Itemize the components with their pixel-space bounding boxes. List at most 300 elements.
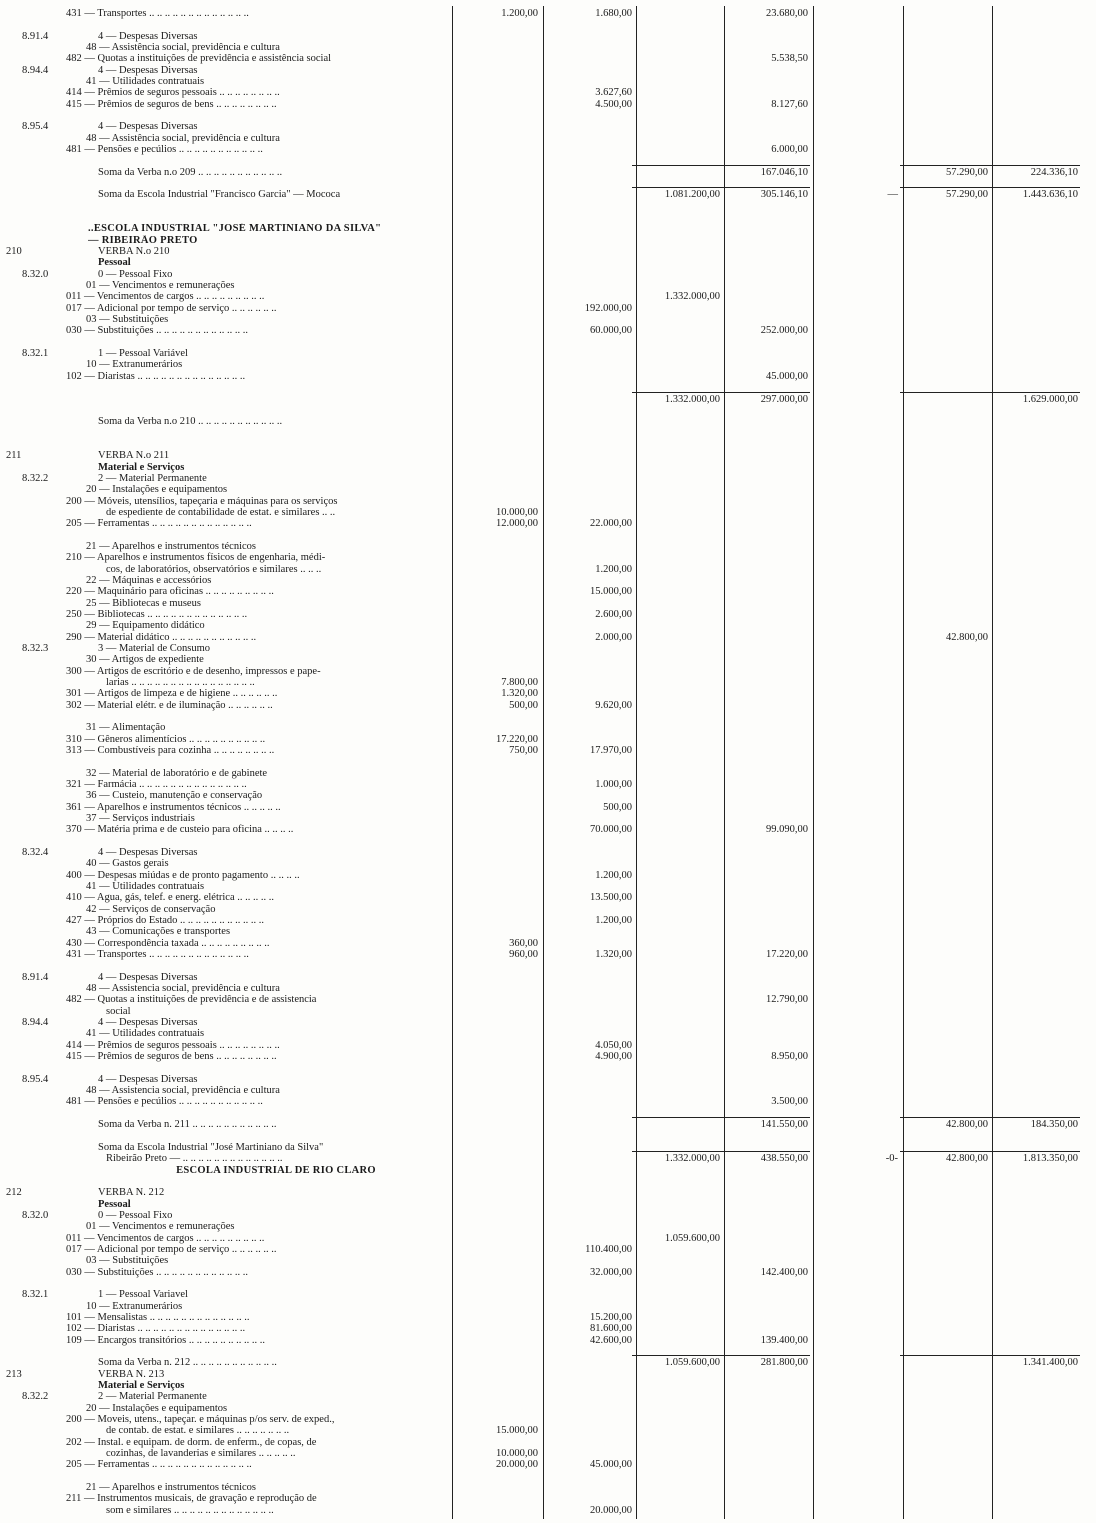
amount-c2: 81.600,00 bbox=[590, 1323, 632, 1335]
row-description: Material e Serviços bbox=[98, 1379, 185, 1391]
ledger-row bbox=[0, 881, 1096, 893]
row-description: 220 — Maquinário para oficinas .. .. .. .. .. .. .. .. .. bbox=[66, 586, 274, 598]
row-description: 415 — Prêmios de seguros de bens .. .. .. .. .. .. .. .. bbox=[66, 1051, 277, 1063]
row-description: 4 — Despesas Diversas bbox=[98, 30, 198, 42]
amount-c3: 1.059.600,00 bbox=[664, 1232, 720, 1244]
amount-c6: 57.290,00 bbox=[946, 189, 988, 201]
account-code: 8.91.4 bbox=[22, 971, 49, 983]
row-description: 2 — Material Permanente bbox=[98, 1391, 207, 1403]
row-description: Pessoal bbox=[98, 1198, 131, 1210]
ledger-row bbox=[0, 1437, 1096, 1449]
ledger-row bbox=[0, 994, 1096, 1006]
amount-c7: 1.629.000,00 bbox=[1022, 393, 1078, 405]
row-description: 361 — Aparelhos e instrumentos técnicos .. .. .. .. .. bbox=[66, 801, 281, 813]
ledger-row bbox=[0, 8, 1096, 20]
row-description: 102 — Diaristas .. .. .. .. .. .. .. .. .. .. .. .. .. .. bbox=[66, 370, 246, 382]
ledger-row bbox=[0, 1403, 1096, 1415]
ledger-row bbox=[0, 530, 1096, 542]
row-description: Soma da Escola Industrial "Francisco Garcia" — Mococa bbox=[98, 189, 341, 201]
row-description: Soma da Verba n. 212 .. .. .. .. .. .. .. .. .. .. .. bbox=[98, 1357, 277, 1369]
account-code: 210 bbox=[6, 246, 22, 258]
ledger-row bbox=[0, 813, 1096, 825]
account-code: 8.91.4 bbox=[22, 30, 49, 42]
row-description: 414 — Prêmios de seguros pessoais .. .. .. .. .. .. .. .. bbox=[66, 87, 280, 99]
row-description: 205 — Ferramentas .. .. .. .. .. .. .. .. .. .. .. .. .. bbox=[66, 518, 252, 530]
amount-c2: 13.500,00 bbox=[590, 892, 632, 904]
amount-c2: 1.200,00 bbox=[595, 563, 632, 575]
amount-c2: 1.000,00 bbox=[595, 779, 632, 790]
row-description: 03 — Substituições bbox=[86, 314, 169, 326]
ledger-row bbox=[0, 938, 1096, 950]
ledger-row bbox=[0, 1096, 1096, 1108]
row-description: 43 — Comunicações e transportes bbox=[86, 926, 231, 938]
amount-c5: — bbox=[887, 189, 898, 201]
ledger-row bbox=[0, 1459, 1096, 1471]
row-description: 10 — Extranumerários bbox=[86, 1300, 183, 1312]
amount-c1: 17.220,00 bbox=[496, 733, 538, 745]
amount-c2: 15.000,00 bbox=[590, 586, 632, 598]
ledger-row bbox=[0, 711, 1096, 723]
ledger-row bbox=[0, 496, 1096, 508]
amount-c4: 23.680,00 bbox=[766, 8, 808, 19]
ledger-row bbox=[0, 291, 1096, 303]
ledger-row bbox=[0, 972, 1096, 984]
row-description: 41 — Utilidades contratuais bbox=[86, 881, 205, 893]
amount-c7: 224.336,10 bbox=[1030, 166, 1078, 178]
row-description: 482 — Quotas a instituições de previdência e assistência social bbox=[66, 53, 332, 65]
amount-c6: 57.290,00 bbox=[946, 166, 988, 178]
ledger-row bbox=[0, 756, 1096, 768]
total-rule bbox=[900, 1355, 990, 1356]
ledger-row bbox=[0, 824, 1096, 836]
ledger-row bbox=[0, 1380, 1096, 1392]
amount-c2: 17.970,00 bbox=[590, 744, 632, 756]
ledger-row bbox=[0, 802, 1096, 814]
row-description: de contab. de estat. e similares .. .. .. .. .. .. .. bbox=[106, 1425, 290, 1437]
ledger-row bbox=[0, 337, 1096, 349]
ledger-row bbox=[0, 552, 1096, 564]
amount-c2: 110.400,00 bbox=[585, 1243, 632, 1255]
amount-c2: 42.600,00 bbox=[590, 1334, 632, 1346]
amount-c1: 15.000,00 bbox=[496, 1425, 538, 1437]
ledger-row bbox=[0, 734, 1096, 746]
row-description: 4 — Despesas Diversas bbox=[98, 1017, 198, 1029]
amount-c7: 184.350,00 bbox=[1030, 1119, 1078, 1131]
ledger-row bbox=[0, 1085, 1096, 1097]
amount-c2: 192.000,00 bbox=[584, 302, 632, 314]
ledger-row bbox=[0, 450, 1096, 462]
amount-c1: 12.000,00 bbox=[496, 518, 538, 530]
row-description: 302 — Material elétr. e de iluminação .. .. .. .. .. .. bbox=[66, 699, 273, 711]
row-description: 109 — Encargos transitórios .. .. .. .. .. .. .. .. .. .. bbox=[66, 1334, 265, 1346]
row-description: 250 — Bibliotecas .. .. .. .. .. .. .. .. .. .. .. .. .. bbox=[66, 608, 248, 620]
account-code: 8.94.4 bbox=[22, 64, 49, 76]
amount-c7: 1.341.400,00 bbox=[1022, 1357, 1078, 1369]
amount-c1: 20.000,00 bbox=[496, 1459, 538, 1471]
total-rule bbox=[632, 1151, 722, 1152]
amount-c4: 252.000,00 bbox=[760, 325, 808, 337]
ledger-row bbox=[0, 1074, 1096, 1086]
row-description: 313 — Combustíveis para cozinha .. .. .. .. .. .. .. .. bbox=[66, 744, 275, 756]
ledger-row bbox=[0, 1130, 1096, 1142]
row-description: som e similares .. .. .. .. .. .. .. .. .. .. .. .. .. bbox=[106, 1504, 274, 1516]
amount-c2: 70.000,00 bbox=[590, 824, 632, 836]
ledger-row bbox=[0, 280, 1096, 292]
amount-c1: 7.800,00 bbox=[501, 676, 538, 688]
account-code: 213 bbox=[6, 1368, 22, 1380]
amount-c2: 2.600,00 bbox=[595, 608, 632, 620]
account-code: 8.32.0 bbox=[22, 1209, 49, 1221]
row-description: 011 — Vencimentos de cargos .. .. .. .. .. .. .. .. .. bbox=[66, 291, 265, 303]
row-description: 37 — Serviços industriais bbox=[86, 813, 195, 825]
amount-c4: 5.538,50 bbox=[771, 53, 808, 65]
amount-c4: 99.090,00 bbox=[766, 824, 808, 836]
amount-c3: 1.332.000,00 bbox=[664, 393, 720, 405]
amount-c4: 3.500,00 bbox=[771, 1096, 808, 1108]
total-rule bbox=[990, 1355, 1080, 1356]
row-description: 481 — Pensões e pecúlios .. .. .. .. .. .. .. .. .. .. .. bbox=[66, 144, 263, 156]
row-description: 48 — Assistência social, previdência e cultura bbox=[86, 132, 280, 144]
row-description: 101 — Mensalistas .. .. .. .. .. .. .. .. .. .. .. .. .. bbox=[66, 1311, 250, 1323]
ledger-row bbox=[0, 1187, 1096, 1199]
total-rule bbox=[990, 165, 1080, 166]
ledger-row bbox=[0, 1176, 1096, 1188]
total-rule bbox=[720, 187, 810, 188]
total-rule bbox=[632, 165, 722, 166]
ledger-row bbox=[0, 1017, 1096, 1029]
row-description: 3 — Material de Consumo bbox=[98, 642, 210, 654]
row-description: 030 — Substituições .. .. .. .. .. .. .. .. .. .. .. .. bbox=[66, 1266, 249, 1278]
ledger-row bbox=[0, 1028, 1096, 1040]
total-rule bbox=[632, 1355, 722, 1356]
ledger-row bbox=[0, 960, 1096, 972]
row-description: 20 — Instalações e equipamentos bbox=[86, 484, 228, 496]
ledger-row bbox=[0, 1199, 1096, 1211]
ledger-row bbox=[0, 223, 1096, 235]
amount-c2: 22.000,00 bbox=[590, 518, 632, 530]
row-description: 300 — Artigos de escritório e de desenho, impressos e pape- bbox=[66, 665, 321, 677]
account-code: 8.95.4 bbox=[22, 1073, 49, 1085]
ledger-row bbox=[0, 1301, 1096, 1313]
total-rule bbox=[720, 1151, 810, 1152]
ledger-row bbox=[0, 87, 1096, 99]
ledger-row bbox=[0, 246, 1096, 258]
ledger-row bbox=[0, 1255, 1096, 1267]
ledger-row bbox=[0, 76, 1096, 88]
row-description: 48 — Assistência social, previdência e cultura bbox=[86, 42, 280, 53]
amount-c1: 1.320,00 bbox=[501, 688, 538, 700]
amount-c2: 60.000,00 bbox=[590, 325, 632, 337]
ledger-row bbox=[0, 257, 1096, 269]
ledger-row bbox=[0, 65, 1096, 77]
ledger-row bbox=[0, 575, 1096, 587]
ledger-row bbox=[0, 484, 1096, 496]
total-rule bbox=[900, 1117, 990, 1118]
row-description: 48 — Assistencia social, previdência e cultura bbox=[86, 1085, 280, 1097]
amount-c3: 1.332.000,00 bbox=[664, 291, 720, 303]
amount-c4: 167.046,10 bbox=[760, 166, 808, 178]
amount-c2: 1.200,00 bbox=[595, 915, 632, 927]
amount-c2: 1.320,00 bbox=[595, 949, 632, 961]
amount-c2: 20.000,00 bbox=[590, 1504, 632, 1516]
ledger-row bbox=[0, 405, 1096, 417]
ledger-row bbox=[0, 314, 1096, 326]
ledger-row bbox=[0, 1006, 1096, 1018]
ledger-row bbox=[0, 439, 1096, 451]
ledger-row bbox=[0, 620, 1096, 632]
amount-c3: 1.081.200,00 bbox=[664, 189, 720, 201]
row-description: 301 — Artigos de limpeza e de higiene .. .. .. .. .. .. bbox=[66, 688, 278, 700]
row-description: ESCOLA INDUSTRIAL DE RIO CLARO bbox=[176, 1164, 376, 1176]
account-code: 8.32.0 bbox=[22, 268, 49, 280]
ledger-row bbox=[0, 1165, 1096, 1177]
ledger-row bbox=[0, 949, 1096, 961]
row-description: Soma da Verba n.o 209 .. .. .. .. .. .. .. .. .. .. .. bbox=[98, 166, 283, 178]
ledger-row bbox=[0, 779, 1096, 791]
ledger-row bbox=[0, 144, 1096, 156]
amount-c6: 42.800,00 bbox=[946, 631, 988, 643]
ledger-row bbox=[0, 847, 1096, 859]
amount-c4: 139.400,00 bbox=[760, 1334, 808, 1346]
ledger-row bbox=[0, 462, 1096, 474]
ledger-row bbox=[0, 212, 1096, 224]
account-code: 211 bbox=[6, 450, 22, 462]
ledger-row bbox=[0, 926, 1096, 938]
amount-c6: 42.800,00 bbox=[946, 1119, 988, 1131]
amount-c1: 10.000,00 bbox=[496, 506, 538, 518]
row-description: VERBA N. 212 bbox=[98, 1187, 165, 1199]
row-description: 32 — Material de laboratório e de gabinete bbox=[86, 767, 268, 779]
ledger-row bbox=[0, 677, 1096, 689]
row-description: 10 — Extranumerários bbox=[86, 359, 183, 371]
ledger-row bbox=[0, 1369, 1096, 1381]
ledger-row bbox=[0, 1425, 1096, 1437]
row-description: 03 — Substituições bbox=[86, 1255, 169, 1267]
ledger-row bbox=[0, 666, 1096, 678]
row-description: larias .. .. .. .. .. .. .. .. .. .. .. .. .. .. .. .. bbox=[106, 676, 255, 688]
row-description: 415 — Prêmios de seguros de bens .. .. .. .. .. .. .. .. bbox=[66, 98, 277, 110]
account-code: 212 bbox=[6, 1187, 22, 1199]
row-description: 1 — Pessoal Variavel bbox=[98, 1289, 188, 1301]
ledger-row bbox=[0, 269, 1096, 281]
ledger-row bbox=[0, 31, 1096, 43]
ledger-row bbox=[0, 870, 1096, 882]
ledger-row bbox=[0, 189, 1096, 201]
ledger-row bbox=[0, 790, 1096, 802]
ledger-row bbox=[0, 110, 1096, 122]
amount-c4: 12.790,00 bbox=[766, 994, 808, 1006]
row-description: 30 — Artigos de expediente bbox=[86, 654, 204, 666]
amount-c2: 45.000,00 bbox=[590, 1459, 632, 1471]
row-description: 211 — Instrumentos musicais, de gravação e reprodução de bbox=[66, 1493, 317, 1505]
row-description: Soma da Verba n. 211 .. .. .. .. .. .. .. .. .. .. .. bbox=[98, 1119, 277, 1131]
ledger-row bbox=[0, 121, 1096, 133]
row-description: 2 — Material Permanente bbox=[98, 472, 207, 484]
row-description: 48 — Assistencia social, previdência e cultura bbox=[86, 983, 280, 995]
row-description: cozinhas, de lavanderias e similares .. .. .. .. .. bbox=[106, 1447, 296, 1459]
amount-c2: 2.000,00 bbox=[595, 631, 632, 643]
total-rule bbox=[720, 1117, 810, 1118]
ledger-row bbox=[0, 394, 1096, 406]
amount-c1: 1.200,00 bbox=[501, 8, 538, 19]
amount-c1: 960,00 bbox=[509, 949, 538, 961]
ledger-row bbox=[0, 700, 1096, 712]
amount-c3: 1.059.600,00 bbox=[664, 1357, 720, 1369]
ledger-row bbox=[0, 609, 1096, 621]
account-code: 8.32.1 bbox=[22, 1289, 49, 1301]
ledger-row bbox=[0, 359, 1096, 371]
amount-c4: 142.400,00 bbox=[760, 1266, 808, 1278]
amount-c2: 4.900,00 bbox=[595, 1051, 632, 1063]
account-code: 8.32.4 bbox=[22, 847, 49, 859]
row-description: ..ESCOLA INDUSTRIAL "JOSÉ MARTINIANO DA SILVA" bbox=[88, 223, 382, 235]
amount-c4: 45.000,00 bbox=[766, 370, 808, 382]
ledger-row bbox=[0, 722, 1096, 734]
row-description: 205 — Ferramentas .. .. .. .. .. .. .. .. .. .. .. .. .. bbox=[66, 1459, 252, 1471]
row-description: 21 — Aparelhos e instrumentos técnicos bbox=[86, 1481, 257, 1493]
ledger-row bbox=[0, 325, 1096, 337]
account-code: 8.94.4 bbox=[22, 1017, 49, 1029]
total-rule bbox=[900, 187, 990, 188]
amount-c2: 4.500,00 bbox=[595, 98, 632, 110]
ledger-row bbox=[0, 518, 1096, 530]
row-description: 4 — Despesas Diversas bbox=[98, 847, 198, 859]
row-description: Pessoal bbox=[98, 257, 131, 269]
row-description: 202 — Instal. e equipam. de dorm. de enferm., de copas, de bbox=[66, 1436, 317, 1448]
ledger-row bbox=[0, 1505, 1096, 1517]
row-description: 0 — Pessoal Fixo bbox=[98, 1209, 173, 1221]
row-description: 20 — Instalações e equipamentos bbox=[86, 1402, 228, 1414]
row-description: 102 — Diaristas .. .. .. .. .. .. .. .. .. .. .. .. .. .. bbox=[66, 1323, 246, 1335]
row-description: social bbox=[106, 1005, 131, 1017]
row-description: 400 — Despesas miúdas e de pronto pagamento .. .. .. .. bbox=[66, 869, 300, 881]
total-rule bbox=[720, 392, 810, 393]
amount-c4: 305.146,10 bbox=[760, 189, 808, 201]
amount-c2: 1.200,00 bbox=[595, 869, 632, 881]
account-code: 8.32.2 bbox=[22, 472, 49, 484]
ledger-row bbox=[0, 1289, 1096, 1301]
row-description: 40 — Gastos gerais bbox=[86, 858, 169, 870]
ledger-row bbox=[0, 428, 1096, 440]
ledger-row bbox=[0, 1233, 1096, 1245]
amount-c4: 438.550,00 bbox=[760, 1153, 808, 1165]
total-rule bbox=[900, 1151, 990, 1152]
ledger-row bbox=[0, 892, 1096, 904]
row-description: 200 — Móveis, utensílios, tapeçaria e máquinas para os serviços bbox=[66, 495, 338, 507]
amount-c4: 281.800,00 bbox=[760, 1357, 808, 1369]
row-description: VERBA N.o 211 bbox=[98, 450, 170, 462]
amount-c2: 500,00 bbox=[603, 801, 632, 813]
amount-c2: 9.620,00 bbox=[595, 699, 632, 711]
amount-c3: 1.332.000,00 bbox=[664, 1153, 720, 1165]
amount-c4: 8.950,00 bbox=[771, 1051, 808, 1063]
row-description: 430 — Correspondência taxada .. .. .. .. .. .. .. .. .. bbox=[66, 937, 270, 949]
ledger-row bbox=[0, 1312, 1096, 1324]
ledger-row bbox=[0, 1448, 1096, 1460]
ledger-row bbox=[0, 1119, 1096, 1131]
row-description: 011 — Vencimentos de cargos .. .. .. .. .. .. .. .. .. bbox=[66, 1232, 265, 1244]
total-rule bbox=[632, 1117, 722, 1118]
row-description: Material e Serviços bbox=[98, 461, 185, 473]
row-description: 321 — Farmácia .. .. .. .. .. .. .. .. .. .. .. .. .. .. bbox=[66, 779, 247, 790]
ledger-row bbox=[0, 473, 1096, 485]
ledger-row bbox=[0, 768, 1096, 780]
ledger-row bbox=[0, 1221, 1096, 1233]
amount-c4: 6.000,00 bbox=[771, 144, 808, 156]
row-description: 4 — Despesas Diversas bbox=[98, 64, 198, 76]
ledger-row bbox=[0, 1323, 1096, 1335]
amount-c5: -0- bbox=[885, 1153, 898, 1165]
row-description: 22 — Máquinas e accessórios bbox=[86, 574, 212, 586]
total-rule bbox=[900, 165, 990, 166]
row-description: 200 — Moveis, utens., tapeçar. e máquinas p/os serv. de exped., bbox=[66, 1413, 335, 1425]
ledger-row bbox=[0, 1493, 1096, 1505]
row-description: 431 — Transportes .. .. .. .. .. .. .. .. .. .. .. .. .. bbox=[66, 949, 249, 961]
row-description: 290 — Material didático .. .. .. .. .. .. .. .. .. .. .. bbox=[66, 631, 257, 643]
amount-c7: 1.443.636,10 bbox=[1022, 189, 1078, 201]
ledger-row bbox=[0, 167, 1096, 179]
ledger-row bbox=[0, 416, 1096, 428]
row-description: 4 — Despesas Diversas bbox=[98, 1073, 198, 1085]
ledger-row bbox=[0, 915, 1096, 927]
amount-c1: 360,00 bbox=[509, 937, 538, 949]
row-description: VERBA N.o 210 bbox=[98, 246, 170, 258]
ledger-row bbox=[0, 371, 1096, 383]
row-description: 431 — Transportes .. .. .. .. .. .. .. .. .. .. .. .. .. bbox=[66, 8, 249, 19]
row-description: 017 — Adicional por tempo de serviço .. .. .. .. .. .. bbox=[66, 1243, 277, 1255]
row-description: Soma da Verba n.o 210 .. .. .. .. .. .. .. .. .. .. .. bbox=[98, 416, 283, 428]
row-description: 21 — Aparelhos e instrumentos técnicos bbox=[86, 540, 257, 552]
row-description: 4 — Despesas Diversas bbox=[98, 971, 198, 983]
row-description: Soma da Escola Industrial "José Martiniano da Silva" bbox=[98, 1141, 324, 1153]
amount-c7: 1.813.350,00 bbox=[1022, 1153, 1078, 1165]
amount-c2: 3.627,60 bbox=[595, 87, 632, 99]
ledger-row bbox=[0, 1471, 1096, 1483]
total-rule bbox=[990, 187, 1080, 188]
ledger-row bbox=[0, 1278, 1096, 1290]
account-code: 8.32.2 bbox=[22, 1391, 49, 1403]
amount-c2: 32.000,00 bbox=[590, 1266, 632, 1278]
row-description: 29 — Equipamento didático bbox=[86, 620, 205, 632]
ledger-row bbox=[0, 1244, 1096, 1256]
account-code: 8.32.3 bbox=[22, 642, 49, 654]
ledger-row bbox=[0, 303, 1096, 315]
row-description: Ribeirão Preto — .. .. .. .. .. .. .. .. .. .. .. .. .. bbox=[106, 1153, 283, 1165]
row-description: 370 — Matéria prima e de custeio para oficina .. .. .. .. bbox=[66, 824, 294, 836]
ledger-row bbox=[0, 632, 1096, 644]
row-description: 41 — Utilidades contratuais bbox=[86, 76, 205, 88]
row-description: 4 — Despesas Diversas bbox=[98, 121, 198, 133]
row-description: 25 — Bibliotecas e museus bbox=[86, 597, 201, 609]
row-description: 0 — Pessoal Fixo bbox=[98, 268, 173, 280]
amount-c2: 1.680,00 bbox=[595, 8, 632, 19]
row-description: cos, de laboratórios, observatórios e similares .. .. .. bbox=[106, 563, 322, 575]
ledger-row bbox=[0, 201, 1096, 213]
row-description: 414 — Prêmios de seguros pessoais .. .. .. .. .. .. .. .. bbox=[66, 1039, 280, 1051]
total-rule bbox=[990, 1151, 1080, 1152]
row-description: 01 — Vencimentos e remunerações bbox=[86, 1221, 235, 1233]
row-description: 017 — Adicional por tempo de serviço .. .. .. .. .. .. bbox=[66, 302, 277, 314]
ledger-row bbox=[0, 858, 1096, 870]
ledger-row bbox=[0, 1051, 1096, 1063]
ledger-row bbox=[0, 1267, 1096, 1279]
ledger-row bbox=[0, 1335, 1096, 1347]
ledger-row bbox=[0, 1210, 1096, 1222]
row-description: 41 — Utilidades contratuais bbox=[86, 1028, 205, 1040]
ledger-row bbox=[0, 42, 1096, 54]
row-description: de espediente de contabilidade de estat. e similares .. .. bbox=[106, 506, 336, 518]
ledger-row bbox=[0, 133, 1096, 145]
